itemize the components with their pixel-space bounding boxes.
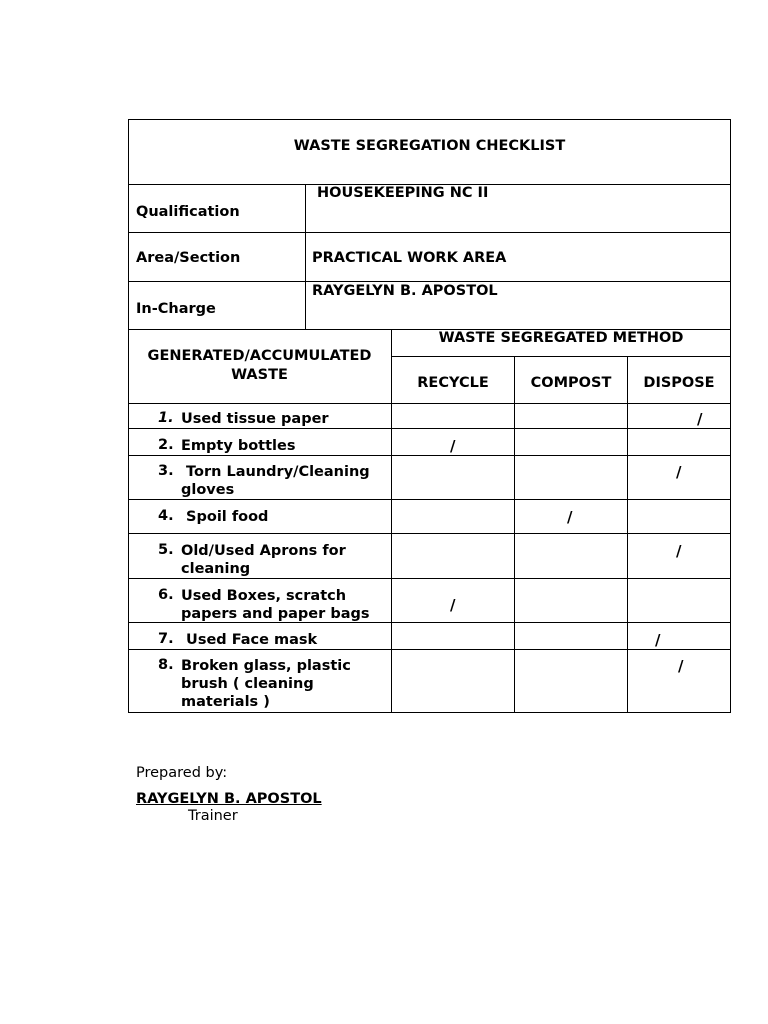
qualification-value: HOUSEKEEPING NC II	[317, 185, 489, 201]
waste-header-line1: GENERATED/ACCUMULATED	[147, 348, 372, 364]
waste-item	[181, 542, 346, 578]
incharge-label: In-Charge	[136, 301, 216, 317]
table-border	[128, 281, 731, 282]
dispose-check-mark: /	[676, 542, 682, 560]
table-border	[128, 649, 731, 650]
waste-item-line: Used tissue paper	[181, 411, 329, 427]
table-border	[128, 232, 731, 233]
compost-header: COMPOST	[530, 375, 612, 391]
preparer-name: RAYGELYN B. APOSTOL	[136, 791, 322, 807]
row-number: 4.	[158, 508, 174, 524]
row-number: 5.	[158, 542, 174, 558]
waste-item-line: brush ( cleaning	[181, 676, 314, 692]
waste-item-line: cleaning	[181, 561, 251, 577]
waste-column-header	[128, 347, 391, 385]
dispose-check-mark: /	[676, 463, 682, 481]
table-border	[514, 356, 515, 713]
waste-item	[181, 587, 370, 623]
table-border	[128, 578, 731, 579]
recycle-check-mark: /	[450, 596, 456, 614]
row-number: 3.	[158, 463, 174, 479]
table-border	[627, 356, 628, 713]
row-number: 1.	[158, 410, 174, 426]
table-border	[128, 533, 731, 534]
waste-item-line: gloves	[181, 482, 235, 498]
table-border	[128, 119, 129, 713]
table-border	[128, 403, 731, 404]
waste-item	[181, 657, 351, 711]
waste-item-line: materials )	[181, 694, 270, 710]
dispose-header: DISPOSE	[643, 375, 715, 391]
document-title: WASTE SEGREGATION CHECKLIST	[293, 138, 566, 154]
waste-item-line: Torn Laundry/Cleaning	[181, 464, 370, 480]
waste-item-line: Used Boxes, scratch	[181, 588, 347, 604]
dispose-check-mark: /	[697, 410, 703, 428]
table-border	[305, 184, 306, 329]
table-border	[128, 712, 731, 713]
table-border	[730, 119, 731, 713]
waste-item	[181, 437, 295, 455]
waste-item-line: Empty bottles	[181, 438, 296, 454]
area-label: Area/Section	[136, 250, 241, 266]
waste-item	[181, 463, 370, 499]
table-border	[392, 356, 731, 357]
compost-check-mark: /	[567, 508, 573, 526]
waste-item-line: Old/Used Aprons for	[181, 543, 346, 559]
prepared-by-label: Prepared by:	[136, 765, 228, 781]
preparer-role: Trainer	[188, 808, 238, 824]
row-number: 7.	[158, 631, 174, 647]
method-header: WASTE SEGREGATED METHOD	[438, 330, 684, 346]
waste-item	[181, 508, 268, 526]
waste-item-line: Spoil food	[181, 509, 269, 525]
recycle-header: RECYCLE	[417, 375, 489, 391]
qualification-label: Qualification	[136, 204, 240, 220]
row-number: 6.	[158, 587, 174, 603]
table-border	[128, 499, 731, 500]
table-border	[128, 455, 731, 456]
area-value: PRACTICAL WORK AREA	[312, 250, 507, 266]
table-border	[128, 119, 731, 120]
dispose-check-mark: /	[678, 657, 684, 675]
table-border	[128, 428, 731, 429]
row-number: 2.	[158, 437, 174, 453]
incharge-value: RAYGELYN B. APOSTOL	[312, 283, 498, 299]
dispose-check-mark: /	[655, 631, 661, 649]
waste-item	[181, 631, 317, 649]
row-number: 8.	[158, 657, 174, 673]
waste-item-line: Used Face mask	[181, 632, 318, 648]
waste-item-line: Broken glass, plastic	[181, 658, 351, 674]
recycle-check-mark: /	[450, 437, 456, 455]
waste-header-line2: WASTE	[231, 367, 288, 383]
waste-item-line: papers and paper bags	[181, 606, 370, 622]
waste-item	[181, 410, 329, 428]
